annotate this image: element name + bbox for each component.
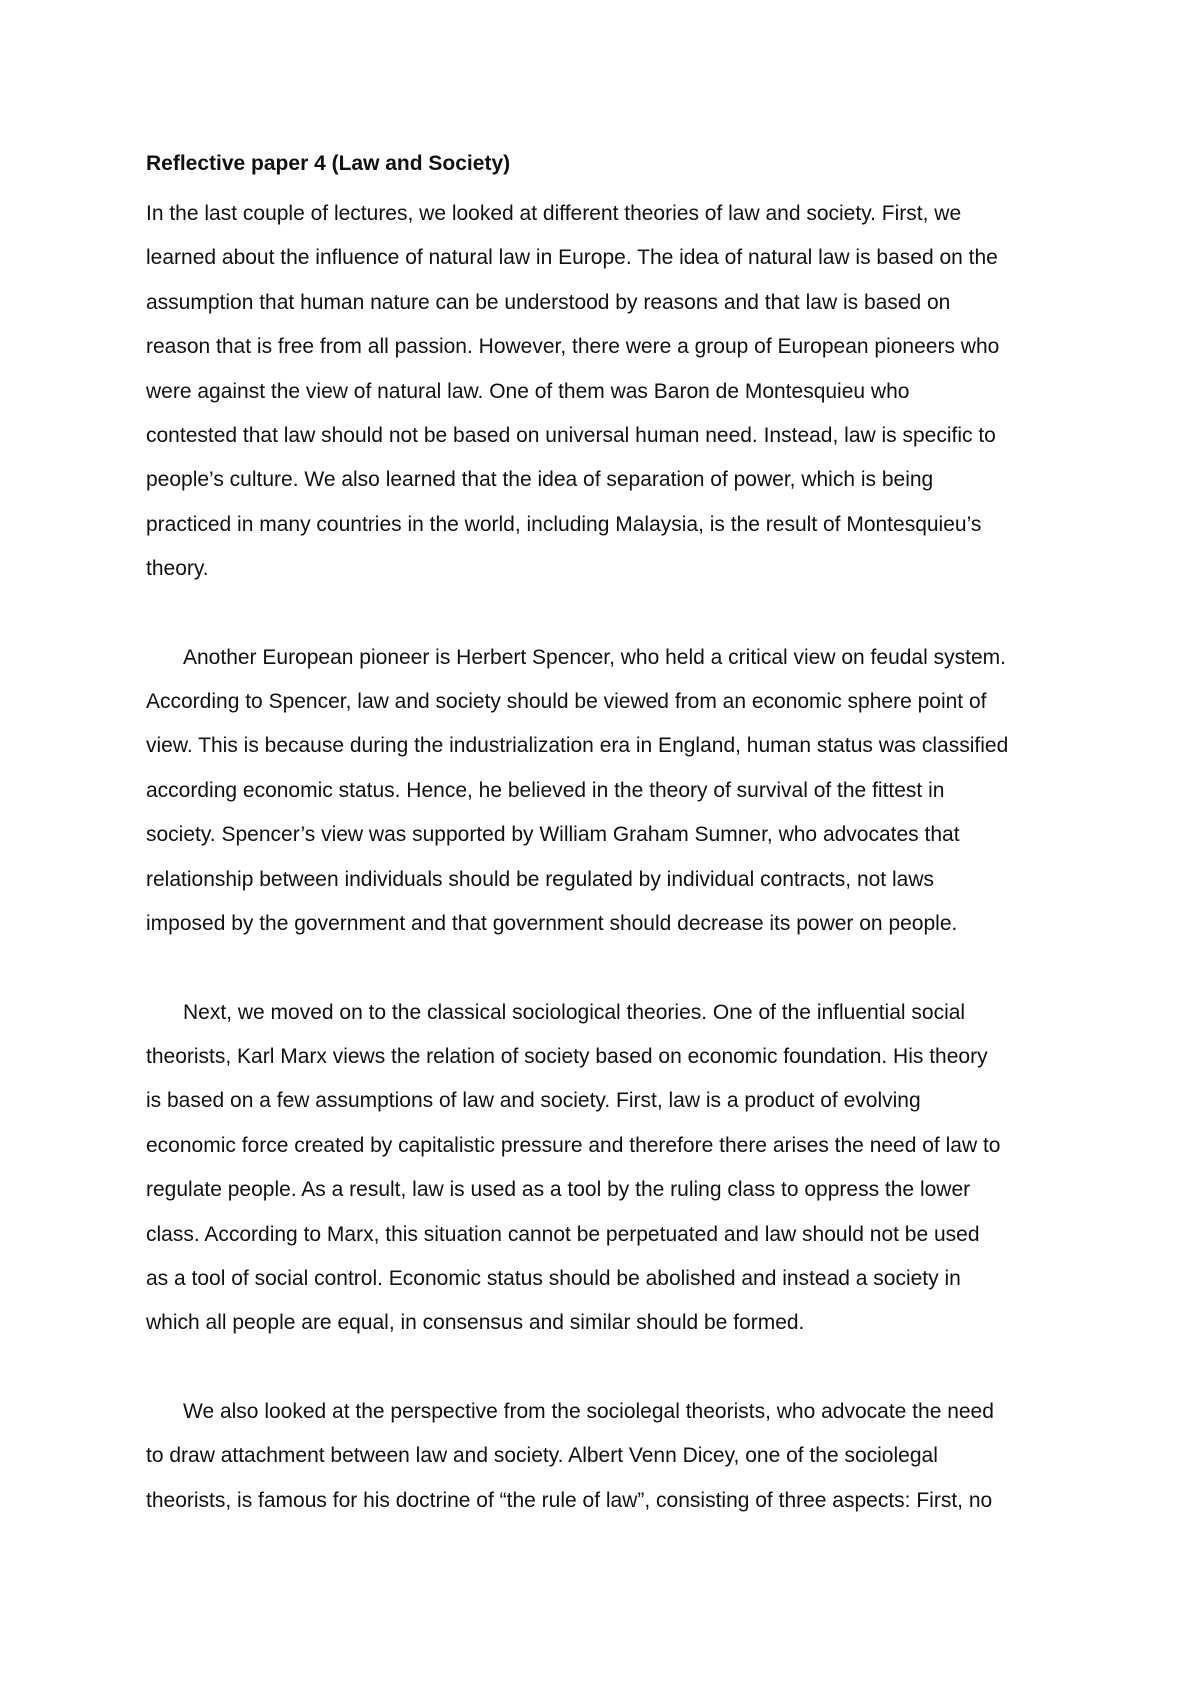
text-line: In the last couple of lectures, we looked at different theories of law and society. First, we — [146, 202, 962, 225]
text-line: reason that is free from all passion. However, there were a group of European pioneers who — [146, 335, 1000, 359]
text-line: according economic status. Hence, he believed in the theory of survival of the fittest in — [146, 778, 945, 802]
text-line: Another European pioneer is Herbert Spencer, who held a critical view on feudal system. — [183, 645, 1006, 669]
document-title: Reflective paper 4 (Law and Society) — [146, 152, 511, 175]
paragraph-spacer — [146, 592, 1066, 636]
text-line: practiced in many countries in the world, including Malaysia, is the result of Montesquieu’s — [146, 512, 982, 536]
text-line: economic force created by capitalistic pressure and therefore there arises the need of law to — [146, 1133, 1001, 1157]
document-body — [146, 148, 1066, 1523]
text-line: class. According to Marx, this situation cannot be perpetuated and law should not be used — [146, 1222, 980, 1246]
paragraph-2 — [146, 636, 1066, 947]
text-line: Next, we moved on to the classical sociological theories. One of the influential social — [183, 1000, 966, 1024]
text-line: to draw attachment between law and society. Albert Venn Dicey, one of the sociolegal — [146, 1444, 938, 1468]
text-line: were against the view of natural law. One of them was Baron de Montesquieu who — [146, 379, 910, 403]
text-line: as a tool of social control. Economic status should be abolished and instead a society in — [146, 1266, 961, 1290]
text-line: view. This is because during the industrialization era in England, human status was classified — [146, 734, 1009, 758]
text-line: regulate people. As a result, law is used as a tool by the ruling class to oppress the lower — [146, 1178, 971, 1202]
paragraph-spacer — [146, 1346, 1066, 1390]
text-line: is based on a few assumptions of law and society. First, law is a product of evolving — [146, 1089, 921, 1113]
text-line: We also looked at the perspective from the sociolegal theorists, who advocate the need — [183, 1399, 994, 1423]
paragraph-1 — [146, 192, 1066, 592]
text-line: society. Spencer’s view was supported by William Graham Sumner, who advocates that — [146, 823, 960, 847]
text-line: According to Spencer, law and society should be viewed from an economic sphere point of — [146, 690, 987, 714]
text-line: theory. — [146, 557, 209, 581]
paragraph-3 — [146, 991, 1066, 1346]
text-line: assumption that human nature can be understood by reasons and that law is based on — [146, 290, 951, 314]
text-line: which all people are equal, in consensus and similar should be formed. — [146, 1311, 805, 1335]
paragraph-spacer — [146, 947, 1066, 991]
paragraph-4 — [146, 1390, 1066, 1523]
text-line: relationship between individuals should be regulated by individual contracts, not laws — [146, 867, 934, 891]
text-line: theorists, is famous for his doctrine of “the rule of law”, consisting of three aspects: First, no — [146, 1488, 993, 1512]
text-line: imposed by the government and that government should decrease its power on people. — [146, 912, 958, 936]
text-line: learned about the influence of natural law in Europe. The idea of natural law is based on the — [146, 246, 998, 270]
text-line: people’s culture. We also learned that the idea of separation of power, which is being — [146, 468, 934, 492]
text-line: contested that law should not be based on universal human need. Instead, law is specific to — [146, 424, 996, 448]
text-line: theorists, Karl Marx views the relation of society based on economic foundation. His theory — [146, 1044, 988, 1068]
